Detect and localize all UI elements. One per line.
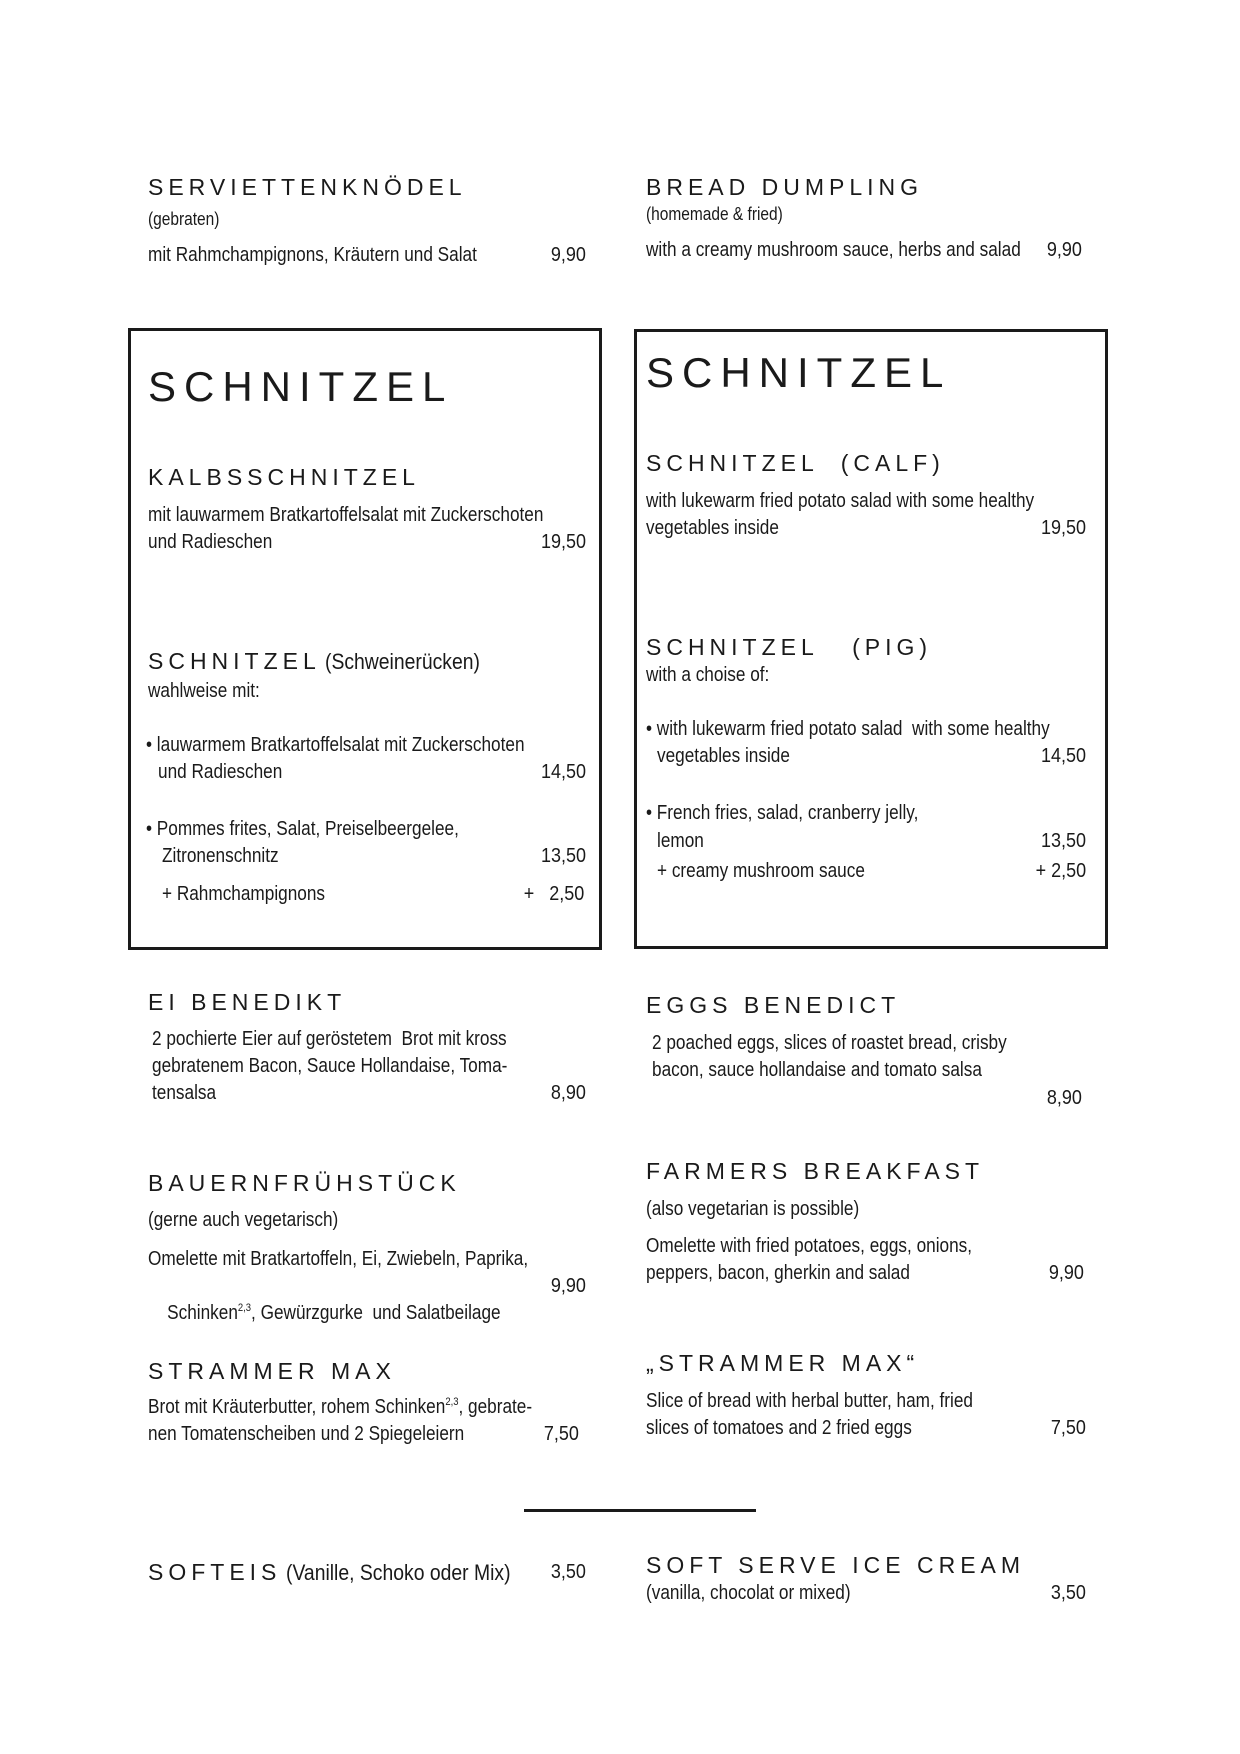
item-title [148, 648, 501, 675]
option-line: • lauwarmem Bratkartoffelsalat mit Zuckerschoten [146, 734, 525, 756]
section-heading: SCHNITZEL [646, 349, 952, 396]
extra-price: + 2,50 [523, 883, 584, 905]
option-price: 14,50 [540, 761, 586, 783]
option-price: 13,50 [1040, 830, 1086, 852]
item-price: 19,50 [540, 531, 586, 553]
item-description: bacon, sauce hollandaise and tomato salsa [652, 1059, 982, 1081]
option-line: vegetables inside [657, 745, 790, 767]
allergen-sup: 2,3 [237, 1302, 252, 1314]
item-title: KALBSSCHNITZEL [148, 464, 420, 490]
item-description: with a creamy mushroom sauce, herbs and salad [646, 239, 1021, 261]
item-description [148, 1394, 532, 1421]
item-title-suffix: (Vanille, Schoko oder Mix) [285, 1560, 511, 1585]
desc-text: Schinken [167, 1302, 238, 1324]
option-line: • French fries, salad, cranberry jelly, [646, 802, 919, 824]
item-description: Slice of bread with herbal butter, ham, fried [646, 1390, 973, 1412]
extra-price: + 2,50 [1035, 860, 1086, 882]
extra-line: + creamy mushroom sauce [657, 860, 865, 882]
item-title: FARMERS BREAKFAST [646, 1158, 985, 1184]
option-line: und Radieschen [158, 761, 283, 783]
option-line: Zitronenschnitz [162, 845, 279, 867]
item-title-suffix: (Schweinerücken) [325, 649, 481, 674]
divider [524, 1509, 756, 1512]
item-description: slices of tomatoes and 2 fried eggs [646, 1417, 912, 1439]
item-description: mit Rahmchampignons, Kräutern und Salat [148, 244, 477, 266]
item-title: EI BENEDIKT [148, 989, 347, 1015]
item-description: with lukewarm fried potato salad with some healthy [646, 490, 1035, 512]
item-description: und Radieschen [148, 531, 273, 553]
item-price: 3,50 [550, 1561, 586, 1583]
item-title: SCHNITZEL (PIG) [646, 634, 933, 660]
item-note: (homemade & fried) [646, 204, 783, 224]
item-subtitle: with a choise of: [646, 664, 770, 686]
extra-line: + Rahmchampignons [162, 883, 326, 905]
item-description: Omelette mit Bratkartoffeln, Ei, Zwiebeln, Paprika, [148, 1248, 529, 1270]
option-line: • Pommes frites, Salat, Preiselbeergelee, [146, 818, 459, 840]
item-title: EGGS BENEDICT [646, 992, 901, 1018]
item-price: 8,90 [550, 1082, 586, 1104]
option-price: 13,50 [540, 845, 586, 867]
item-title: SOFT SERVE ICE CREAM [646, 1552, 1026, 1578]
item-price: 7,50 [1050, 1417, 1086, 1439]
item-title: „STRAMMER MAX“ [646, 1350, 920, 1376]
item-title: BREAD DUMPLING [646, 174, 924, 200]
item-price: 9,90 [1048, 1262, 1084, 1284]
item-description [148, 1273, 501, 1354]
item-note: (gerne auch vegetarisch) [148, 1209, 339, 1231]
item-description: 2 pochierte Eier auf geröstetem Brot mit kross [152, 1028, 507, 1050]
item-title [148, 1559, 541, 1586]
item-price: 9,90 [550, 1275, 586, 1297]
item-price: 7,50 [543, 1423, 579, 1445]
desc-text: , Gewürzgurke und Salatbeilage [251, 1302, 501, 1324]
item-title: BAUERNFRÜHSTÜCK [148, 1170, 461, 1196]
item-description: 2 poached eggs, slices of roastet bread, crisby [652, 1032, 1007, 1054]
item-price: 9,90 [550, 244, 586, 266]
item-title: SCHNITZEL (CALF) [646, 450, 945, 476]
item-subtitle: (vanilla, chocolat or mixed) [646, 1582, 851, 1604]
allergen-sup: 2,3 [445, 1396, 459, 1408]
item-note: (gebraten) [148, 209, 220, 229]
item-title: SERVIETTENKNÖDEL [148, 174, 467, 200]
desc-text: , gebrate- [458, 1396, 533, 1418]
item-description: Omelette with fried potatoes, eggs, onions, [646, 1235, 973, 1257]
item-subtitle: wahlweise mit: [148, 680, 260, 702]
item-price: 8,90 [1046, 1087, 1082, 1109]
item-note: (also vegetarian is possible) [646, 1198, 860, 1220]
item-description: vegetables inside [646, 517, 779, 539]
item-price: 9,90 [1046, 239, 1082, 261]
item-title-text: SOFTEIS [148, 1559, 282, 1585]
item-price: 3,50 [1050, 1582, 1086, 1604]
item-title-text: SCHNITZEL [148, 648, 321, 674]
item-description: mit lauwarmem Bratkartoffelsalat mit Zuckerschoten [148, 504, 544, 526]
item-title: STRAMMER MAX [148, 1358, 396, 1384]
item-description: gebratenem Bacon, Sauce Hollandaise, Toma- [152, 1055, 508, 1077]
section-heading: SCHNITZEL [148, 363, 454, 410]
item-description: peppers, bacon, gherkin and salad [646, 1262, 910, 1284]
item-description: tensalsa [152, 1082, 217, 1104]
item-description: nen Tomatenscheiben und 2 Spiegeleiern [148, 1423, 465, 1445]
option-line: lemon [657, 830, 704, 852]
desc-text: Brot mit Kräuterbutter, rohem Schinken [148, 1396, 446, 1418]
option-price: 14,50 [1040, 745, 1086, 767]
item-price: 19,50 [1040, 517, 1086, 539]
option-line: • with lukewarm fried potato salad with some healthy [646, 718, 1050, 740]
